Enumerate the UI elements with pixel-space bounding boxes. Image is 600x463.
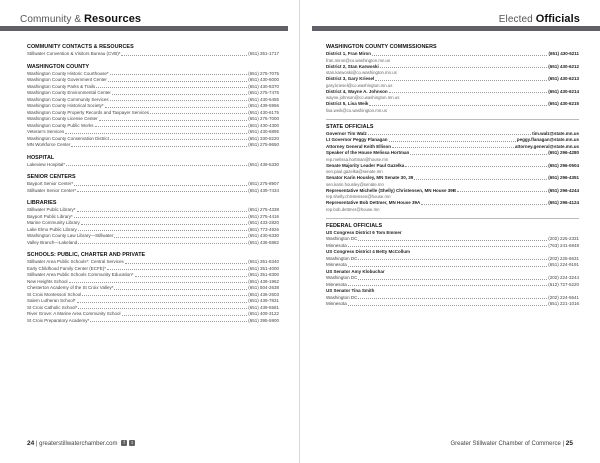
section-heading: FEDERAL OFFICIALS (326, 218, 579, 229)
entry-contact: (651) 430-6211 (548, 51, 579, 56)
email-address[interactable]: rep.shelly.christensen@house.mn (326, 194, 391, 199)
entry-contact: (651) 430-6330 (248, 233, 279, 238)
entry-name: Minnesota (326, 242, 347, 248)
entry-contact: (651) 296-4124 (548, 200, 579, 205)
dot-leader (392, 147, 514, 148)
dot-leader (369, 105, 547, 106)
right-column (326, 44, 579, 308)
dot-leader (95, 126, 248, 127)
entry-contact: (651) 439-1962 (248, 278, 279, 284)
dot-leader (405, 166, 547, 167)
entry-contact: peggy.flanagan@state.mn.us (516, 137, 579, 142)
entry-name: Minnesota (326, 301, 347, 306)
entry-name: US Congress District 6 Tom Emmer (326, 229, 402, 235)
entry-name: District 3, Gary Kriesel (326, 76, 375, 81)
entry-contact: (651) 351-4000 (248, 265, 279, 271)
entry-contact: (651) 430-6212 (548, 63, 579, 69)
entry-name: Lakeview Hospital* (27, 161, 66, 167)
entry-contact: (651) 351-8340 (248, 259, 279, 264)
section-heading: WASHINGTON COUNTY COMMISSIONERS (326, 44, 437, 50)
dot-leader (82, 295, 247, 296)
dot-leader (358, 259, 547, 260)
dot-leader (112, 94, 247, 95)
dot-leader (135, 276, 248, 277)
dot-leader (77, 211, 248, 212)
dot-leader (358, 298, 547, 299)
entry-name: Stillwater Senior Center* (27, 187, 77, 193)
entry-contact: (651) 296-4244 (548, 187, 579, 193)
entry-name: Salem Lutheran School* (27, 298, 76, 303)
entry-name: Washington County Community Services (27, 96, 109, 102)
entry-contact: (202) 225-6631 (548, 255, 579, 261)
dot-leader (78, 243, 247, 244)
dot-leader (77, 302, 248, 303)
dot-leader (380, 67, 547, 68)
header-text: Elected (498, 14, 536, 25)
entry-contact: (651) 504-2638 (248, 285, 279, 290)
dot-leader (358, 240, 547, 241)
entry-name: Washington County Public Works (27, 122, 94, 128)
section-heading: WASHINGTON COUNTY (27, 63, 90, 70)
dot-leader (96, 87, 247, 88)
entry-contact: (651) 430-6215 (548, 101, 579, 106)
entry-name: US Senator Tina Smith (326, 288, 375, 293)
entry-contact: (202) 225-2331 (548, 236, 579, 241)
entry-contact: (651) 275-8907 (248, 181, 279, 186)
entry-contact: (651) 224-9191 (548, 262, 579, 267)
page-number: 25 (565, 440, 573, 447)
entry-name: Washington DC (326, 255, 358, 261)
entry-contact: (651) 296-0504 (548, 162, 579, 168)
entry-name: District 5, Lisa Weik (326, 101, 369, 106)
entry-name: St Croix Montessori School (27, 291, 82, 297)
entry-name: Washington County Historic Courthouse* (27, 70, 109, 76)
entry-name: Governor Tim Walz (326, 130, 367, 136)
entry-name: US Senator Amy Klobuchar (326, 268, 385, 274)
entry-name: Stillwater Convention & Visitors Bureau (CVB)* (27, 51, 121, 56)
page-footer (450, 440, 573, 447)
entry-contact: (651) 275-4338 (248, 207, 279, 212)
section-heading: LIBRARIES (27, 200, 57, 206)
entry-name: Chesterton Academy of the St Croix Valley* (27, 285, 114, 290)
entry-contact: (651) 221-1016 (548, 301, 579, 306)
entry-name: Attorney General Keith Ellison (326, 143, 392, 149)
entry-name: Valley Branch—Lakeland (27, 239, 78, 245)
entry-contact: (651) 430-6175 (248, 109, 279, 115)
email-address[interactable]: rep.melissa.hortman@house.mn (326, 156, 389, 162)
entry-name: District 2, Stan Karwoski (326, 63, 379, 69)
dot-leader (122, 315, 248, 316)
dot-leader (348, 305, 547, 306)
entry-contact: (651) 439-7831 (248, 298, 279, 303)
dot-leader (368, 134, 531, 135)
dot-leader (389, 92, 548, 93)
entry-name: Stillwater Area Public Schools*: Central Services (27, 259, 124, 264)
dot-leader (348, 246, 547, 247)
dot-leader (457, 191, 547, 192)
dot-leader (348, 266, 547, 267)
dot-leader (358, 279, 547, 280)
dot-leader (66, 165, 247, 166)
email-address[interactable]: sen.karin.housley@senate.mn (326, 181, 384, 187)
dot-leader (410, 154, 547, 155)
dot-leader (121, 55, 247, 56)
entry-contact: (651) 439-5581 (248, 304, 279, 310)
email-address[interactable]: fran.miron@co.washington.mn.us (326, 57, 391, 63)
entry-name: MN Workforce Center (27, 142, 71, 147)
entry-contact: (651) 430-6213 (548, 76, 579, 81)
directory-entry (27, 51, 279, 58)
entry-contact: tim.walz@state.mn.us (532, 130, 579, 136)
section-heading: HOSPITAL (27, 154, 55, 161)
page-footer (27, 440, 135, 447)
entry-name: Representative Bob Dettmer, MN House 39A (326, 200, 421, 205)
dot-leader (375, 80, 547, 81)
entry-name: Speaker of the House Melissa Hortman (326, 150, 410, 155)
directory-entry (27, 318, 279, 325)
dot-leader (74, 185, 247, 186)
dot-leader (105, 107, 248, 108)
directory-entry (27, 142, 279, 149)
entry-contact: (651) 275-7475 (248, 90, 279, 95)
entry-contact: attorney.general@state.mn.us (514, 143, 579, 149)
entry-name: Washington County Law Library—Stillwater (27, 233, 114, 238)
dot-leader (421, 204, 547, 205)
dot-leader (69, 282, 248, 283)
entry-name: Bayport Senior Center* (27, 181, 74, 186)
dot-leader (78, 230, 247, 231)
entry-name: Senator Karin Housley, MN Senate 30, 39 (326, 175, 414, 180)
entry-name: Washington DC (326, 236, 358, 241)
entry-name: Lt Governor Peggy Flanagan (326, 137, 388, 142)
dot-leader (78, 308, 247, 309)
entry-contact: (651) 433-2820 (248, 220, 279, 225)
entry-name: Senate Majority Leader Paul Gazelka (326, 162, 405, 168)
dot-leader (348, 285, 547, 286)
section-heading: SENIOR CENTERS (27, 174, 76, 180)
entry-name: Veteran's Services (27, 129, 65, 134)
email-address[interactable]: gary.kriesel@co.washington.mn.us (326, 82, 393, 88)
header-bar (312, 26, 600, 31)
entry-contact: (651) 395-5900 (248, 317, 279, 323)
twitter-icon[interactable]: t (129, 440, 135, 446)
entry-contact: (651) 430-8370 (248, 83, 279, 89)
entry-contact: (651) 439-5956 (248, 103, 279, 108)
entry-contact: (651) 430-6895 (248, 129, 279, 134)
entry-contact: (651) 430-4300 (248, 122, 279, 128)
dot-leader (107, 269, 247, 270)
entry-name: Washington County Government Center (27, 77, 107, 82)
entry-name: Marine Community Library (27, 220, 80, 225)
entry-contact: (651) 296-4280 (548, 150, 579, 155)
header-bar (0, 26, 288, 31)
dot-leader (110, 100, 248, 101)
entry-contact: (202) 224-3244 (548, 275, 579, 280)
entry-name: Representative Michelle (Shelly) Christensen, MN House 39B (326, 187, 457, 193)
page-number: 24 (27, 440, 35, 447)
dot-leader (110, 74, 248, 75)
entry-name: Early Childhood Family Center (ECFE)* (27, 265, 107, 271)
section-heading: COMMUNITY CONTACTS & RESOURCES (27, 44, 134, 50)
dot-leader (74, 217, 247, 218)
dot-leader (125, 263, 247, 264)
directory-entry (326, 301, 579, 308)
entry-contact: (651) 430-6214 (548, 88, 579, 94)
entry-contact: (651) 409-3122 (248, 311, 279, 316)
dot-leader (99, 120, 248, 121)
page-header (20, 13, 141, 25)
header-bold-text: Officials (535, 13, 580, 25)
entry-name: Washington DC (326, 294, 358, 300)
entry-name: Lake Elmo Public Library (27, 226, 77, 232)
dot-leader (71, 146, 247, 147)
entry-contact: (651) 275-7075 (248, 70, 279, 76)
entry-contact: (651) 351-8300 (248, 272, 279, 277)
entry-name: Washington County Environmental Center (27, 90, 111, 95)
entry-name: District 4, Wayne A. Johnson (326, 88, 388, 94)
entry-contact: (763) 241-6848 (548, 242, 579, 248)
entry-contact: (651) 439-7434 (248, 187, 279, 193)
entry-name: US Congress District 4 Betty McCollum (326, 249, 411, 254)
entry-contact: (651) 275-7000 (248, 116, 279, 121)
entry-contact: (612) 727-5220 (548, 281, 579, 287)
entry-name: Washington County Historical Society* (27, 103, 104, 108)
email-address[interactable]: rep.bob.dettmer@house.mn (326, 206, 380, 212)
facebook-icon[interactable]: f (121, 440, 127, 446)
entry-name: Washington County License Center (27, 116, 98, 121)
entry-contact: (651) 436-2603 (248, 291, 279, 297)
entry-contact: (651) 439-5330 (248, 161, 279, 167)
entry-contact: (202) 224-5641 (548, 294, 579, 300)
header-bold-text: Resources (84, 13, 142, 25)
email-address[interactable]: stan.karwoski@co.washington.mn.us (326, 70, 397, 75)
entry-name: St Croix Preparatory Academy* (27, 317, 90, 323)
entry-name: Washington County Conservation District (27, 135, 109, 141)
dot-leader (81, 224, 247, 225)
section-heading: STATE OFFICIALS (326, 119, 579, 130)
directory-entry (27, 162, 279, 169)
dot-leader (77, 191, 247, 192)
entry-name: Minnesota (326, 281, 347, 287)
page-header (499, 13, 580, 25)
entry-contact: (651) 296-4351 (548, 175, 579, 180)
dot-leader (389, 141, 516, 142)
dot-leader (372, 55, 547, 56)
right-page (300, 0, 600, 463)
entry-name: St Croix Catholic School* (27, 304, 78, 310)
entry-name: Washington County Property Records and Taxpayer Services (27, 109, 150, 115)
email-address[interactable]: lisa.weik@co.washington.mn.us (326, 107, 387, 113)
section-heading: SCHOOLS: PUBLIC, CHARTER AND PRIVATE (27, 252, 146, 258)
header-text: Community & (20, 14, 84, 25)
dot-leader (114, 289, 247, 290)
entry-contact: (651) 430-6000 (248, 77, 279, 82)
email-address[interactable]: sen.paul.gazelka@senate.mn (326, 169, 383, 174)
dot-leader (114, 237, 247, 238)
entry-contact: (651) 430-6455 (248, 96, 279, 102)
entry-contact: (651) 330-8220 (248, 135, 279, 141)
footer-url[interactable]: greaterstillwaterchamber.com (39, 441, 118, 447)
entry-contact: (651) 351-1717 (248, 51, 279, 56)
entry-name: New Heights School (27, 278, 68, 284)
dot-leader (414, 179, 547, 180)
entry-name: Washington County Parks & Trails (27, 83, 96, 89)
entry-name: District 1, Fran Miron (326, 51, 372, 56)
entry-contact: (651) 275-8650 (248, 142, 279, 147)
left-column (27, 44, 279, 324)
footer-separator: | (35, 441, 38, 447)
directory-entry (27, 188, 279, 195)
entry-name: Washington DC (326, 275, 358, 280)
entry-name: Minnesota (326, 262, 347, 267)
entry-contact: (651) 773-4926 (248, 226, 279, 232)
entry-contact: (651) 275-4416 (248, 213, 279, 219)
entry-name: Bayport Public Library* (27, 213, 73, 219)
dot-leader (110, 139, 247, 140)
entry-contact: (651) 436-5882 (248, 239, 279, 245)
email-address[interactable]: wayne.johnson@co.washington.mn.us (326, 95, 400, 100)
footer-separator: | (562, 441, 565, 447)
dot-leader (65, 133, 247, 134)
entry-name: River Grove: A Marine Area Community School (27, 311, 121, 316)
entry-name: Stillwater Area Public Schools Community Education* (27, 272, 134, 277)
dot-leader (150, 113, 247, 114)
dot-leader (108, 81, 247, 82)
dot-leader (90, 321, 247, 322)
entry-name: Stillwater Public Library* (27, 207, 76, 212)
footer-org: Greater Stillwater Chamber of Commerce (450, 441, 561, 447)
directory-entry (27, 240, 279, 247)
